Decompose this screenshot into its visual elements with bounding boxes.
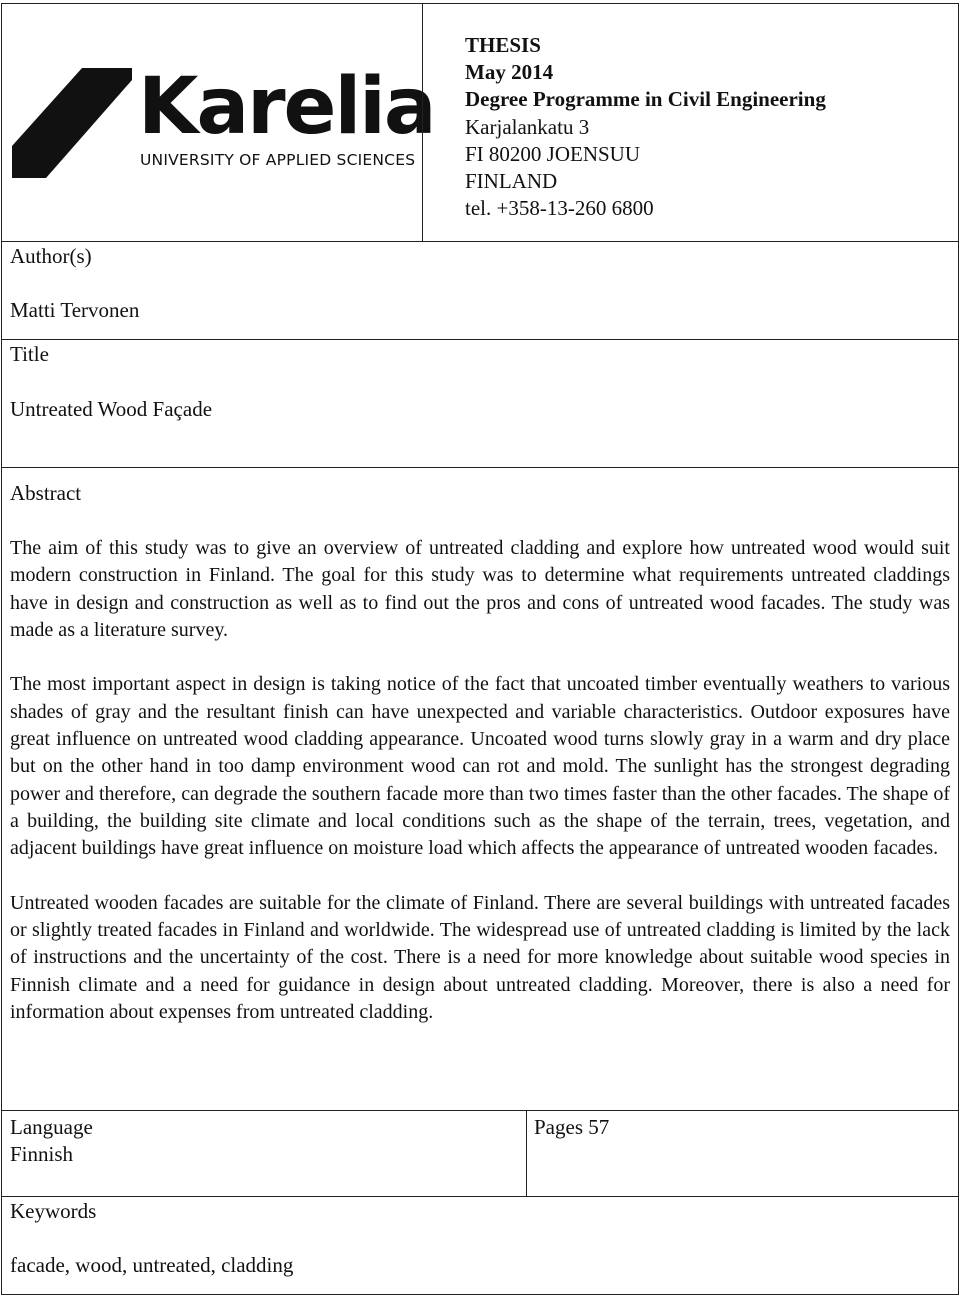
title-label: Title — [10, 342, 49, 366]
divider-abstract-language — [1, 1110, 959, 1111]
address-country: FINLAND — [465, 169, 558, 194]
thesis-date: May 2014 — [465, 60, 554, 85]
divider-title-abstract — [1, 467, 959, 468]
degree-programme: Degree Programme in Civil Engineering — [465, 87, 826, 112]
karelia-logo-mark — [12, 68, 132, 178]
page-count: Pages 57 — [534, 1115, 610, 1139]
divider-language-pages — [526, 1110, 527, 1196]
abstract-label: Abstract — [10, 481, 82, 505]
thesis-type: THESIS — [465, 33, 541, 57]
language-value: Finnish — [10, 1142, 74, 1166]
logo-wordmark: Karelia — [138, 62, 435, 152]
keywords-value: facade, wood, untreated, cladding — [10, 1253, 294, 1277]
author-name: Matti Tervonen — [10, 298, 140, 322]
abstract-paragraph: Untreated wooden facades are suitable for the climate of Finland. There are several buildings with untreated facades or slightly treated facades in Finland and worldwide. The widespread use of untreated cladding is limited by the lack of instructions and the uncertainty of the cost. There is a need for more knowledge about suitable wood species in Finnish climate and a need for guidance in design about untreated cladding. Moreover, there is also a need for information about expenses from untreated cladding. — [10, 891, 950, 1024]
logo-subtitle: UNIVERSITY OF APPLIED SCIENCES — [140, 151, 416, 169]
abstract-paragraph: The most important aspect in design is taking notice of the fact that uncoated timber eventually weathers to various shades of gray and the resultant finish can have unexpected and variable characteristics. Outdoor exposures have great influence on untreated wood cladding appearance. Uncoated wood turns slowly gray in a warm and dry place but on the other hand in too damp environment wood can rot and mold. The sunlight has the strongest degrading power and therefore, can degrade the southern facade more than two times faster than the other facades. The shape of a building, the building site climate and local conditions such as the shape of the terrain, trees, vegetation, and adjacent buildings have great influence on moisture load which affects the appearance of untreated wooden facades. — [10, 673, 950, 860]
address-street: Karjalankatu 3 — [465, 114, 590, 139]
keywords-label: Keywords — [10, 1199, 97, 1223]
phone-number: tel. +358-13-260 6800 — [465, 196, 654, 221]
abstract-paragraph: The aim of this study was to give an overview of untreated cladding and explore how untreated wood would suit modern construction in Finland. The goal for this study was to determine what requirements untreated claddings have in design and construction as well as to find out the pros and cons of untreated wood facades. The study was made as a literature survey. — [10, 537, 950, 641]
thesis-title: Untreated Wood Façade — [10, 397, 213, 421]
author-label: Author(s) — [10, 244, 92, 268]
divider-language-keywords — [1, 1196, 959, 1197]
thesis-info — [465, 32, 826, 222]
logo-cell — [1, 3, 435, 242]
address-postal: FI 80200 JOENSUU — [465, 141, 641, 166]
abstract-body — [10, 535, 950, 1026]
language-label: Language — [10, 1115, 93, 1139]
divider-author-title — [1, 339, 959, 340]
